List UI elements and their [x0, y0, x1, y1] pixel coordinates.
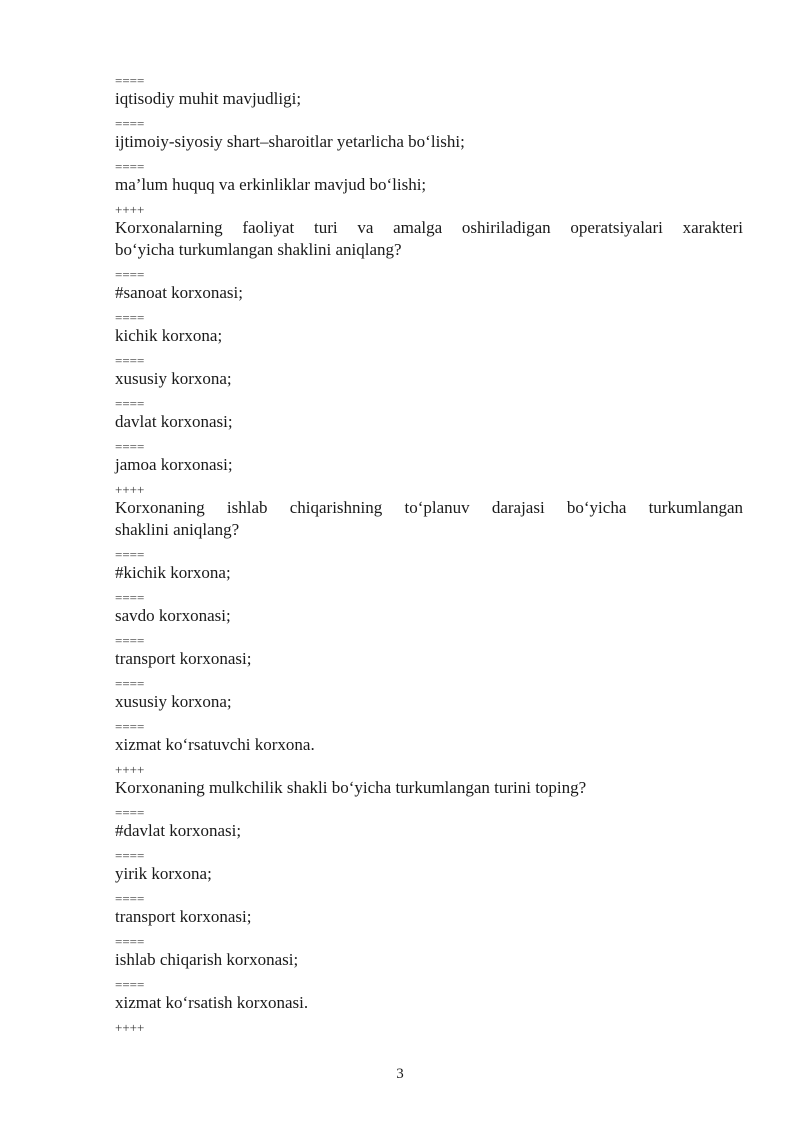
- text-line: ishlab chiqarish korxonasi;: [115, 950, 299, 969]
- text-line: davlat korxonasi;: [115, 412, 233, 431]
- text-line: xizmat ko‘rsatuvchi korxona.: [115, 735, 315, 754]
- text-line: iqtisodiy muhit mavjudligi;: [115, 89, 302, 108]
- answer-separator: ====: [115, 396, 145, 411]
- answer-separator: ====: [115, 633, 145, 648]
- answer-separator: ====: [115, 719, 145, 734]
- text-line: jamoa korxonasi;: [115, 455, 233, 474]
- answer-separator: ====: [115, 116, 145, 131]
- answer-separator: ====: [115, 891, 145, 906]
- answer-separator: ====: [115, 848, 145, 863]
- question-line-1: Korxonalarning faoliyat turi va amalga oshiriladigan operatsiyalari xarakteri: [115, 218, 743, 237]
- question-line-2: bo‘yicha turkumlangan shaklini aniqlang?: [115, 240, 402, 259]
- text-line: #sanoat korxonasi;: [115, 283, 243, 302]
- text-line: xizmat ko‘rsatish korxonasi.: [115, 993, 309, 1012]
- answer-separator: ====: [115, 439, 145, 454]
- question-separator: ++++: [115, 202, 145, 217]
- answer-separator: ====: [115, 977, 145, 992]
- text-line: kichik korxona;: [115, 326, 223, 345]
- text-line: #davlat korxonasi;: [115, 821, 242, 840]
- text-line: savdo korxonasi;: [115, 606, 231, 625]
- answer-separator: ====: [115, 267, 145, 282]
- answer-separator: ====: [115, 159, 145, 174]
- answer-separator: ====: [115, 547, 145, 562]
- text-line: xususiy korxona;: [115, 692, 232, 711]
- document-body: [115, 74, 743, 1035]
- question-text: [115, 217, 743, 261]
- text-line: transport korxonasi;: [115, 907, 252, 926]
- question-text: [115, 497, 743, 541]
- text-line: ma’lum huquq va erkinliklar mavjud bo‘lishi;: [115, 175, 427, 194]
- question-line-2: shaklini aniqlang?: [115, 520, 240, 539]
- text-line: yirik korxona;: [115, 864, 212, 883]
- text-line: ijtimoiy-siyosiy shart–sharoitlar yetarlicha bo‘lishi;: [115, 132, 465, 151]
- text-line: Korxonaning mulkchilik shakli bo‘yicha turkumlangan turini toping?: [115, 778, 587, 797]
- answer-separator: ====: [115, 590, 145, 605]
- answer-separator: ====: [115, 805, 145, 820]
- text-line: transport korxonasi;: [115, 649, 252, 668]
- answer-separator: ====: [115, 310, 145, 325]
- text-line: xususiy korxona;: [115, 369, 232, 388]
- answer-separator: ====: [115, 73, 145, 88]
- answer-separator: ====: [115, 934, 145, 949]
- text-line: #kichik korxona;: [115, 563, 231, 582]
- question-separator: ++++: [115, 762, 145, 777]
- question-separator: ++++: [115, 482, 145, 497]
- page-number: 3: [396, 1066, 404, 1082]
- answer-separator: ====: [115, 353, 145, 368]
- answer-separator: ====: [115, 676, 145, 691]
- question-separator: ++++: [115, 1020, 145, 1035]
- question-line-1: Korxonaning ishlab chiqarishning to‘planuv darajasi bo‘yicha turkumlangan: [115, 498, 743, 517]
